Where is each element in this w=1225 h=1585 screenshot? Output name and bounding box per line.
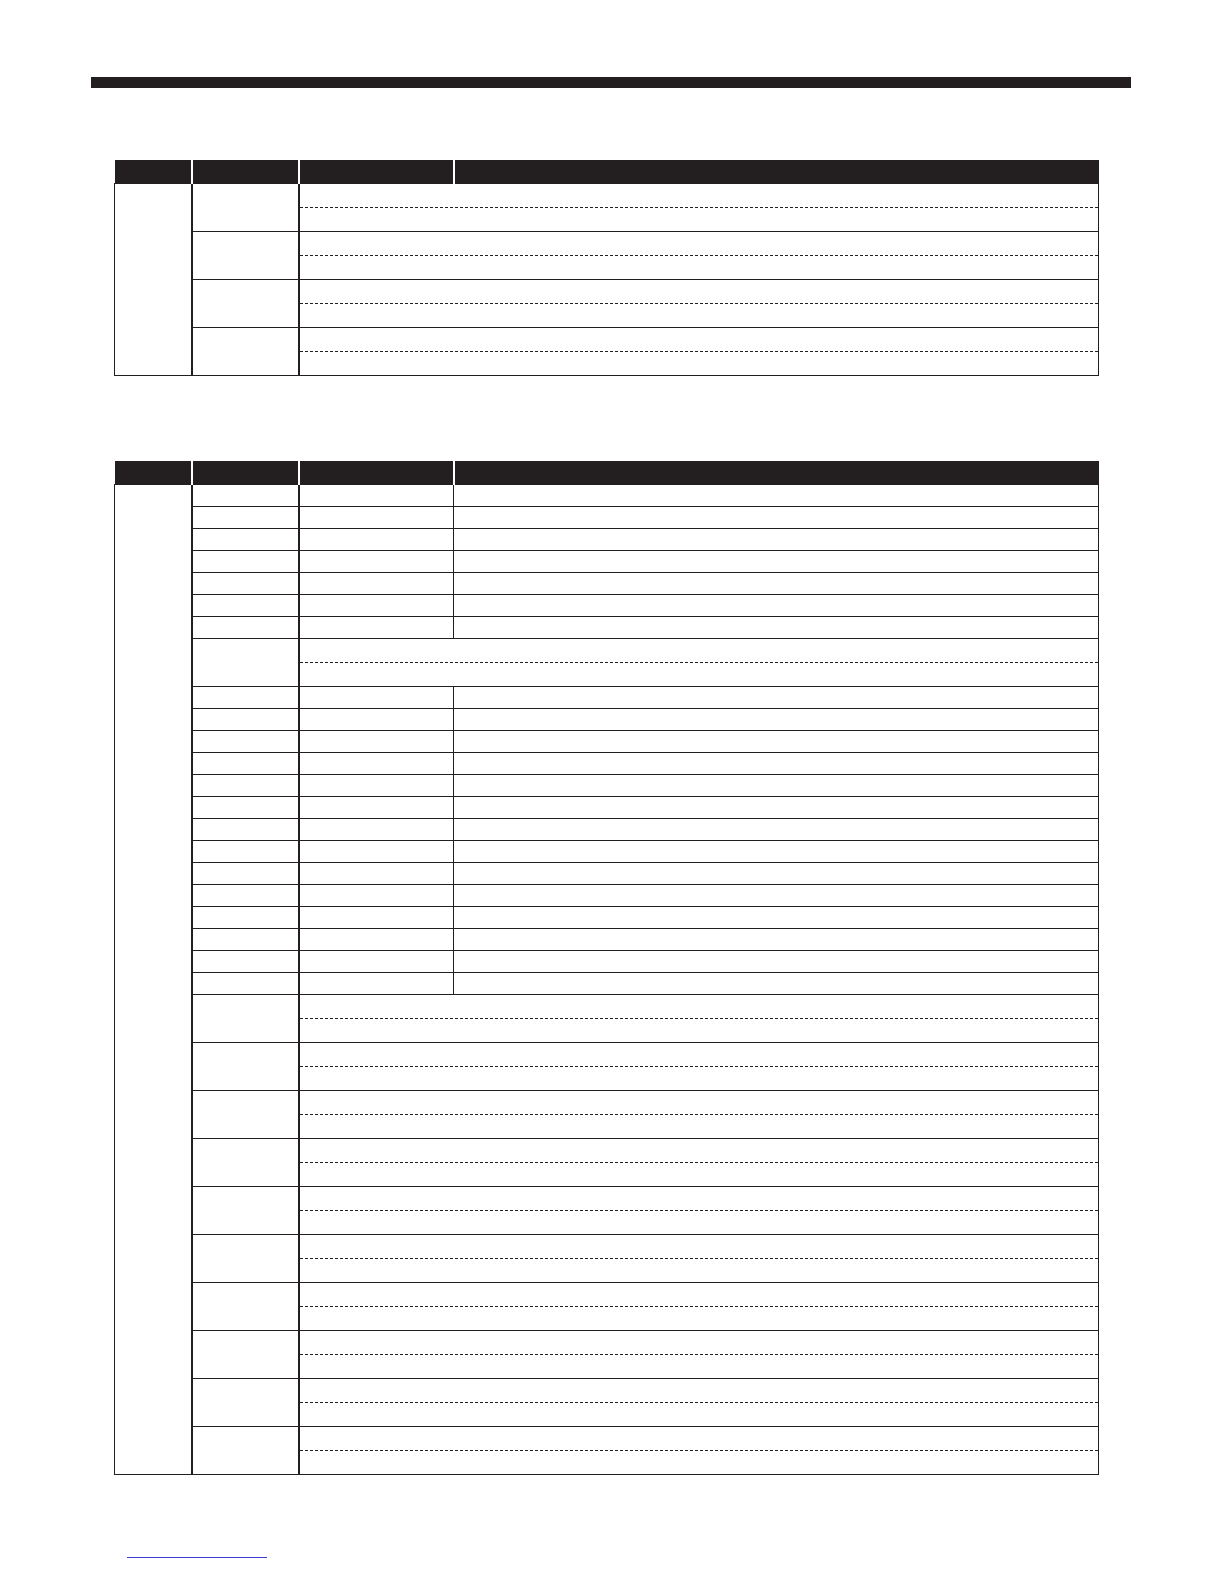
footer-link[interactable] [127,1557,267,1558]
key-cell [192,819,299,841]
description-cell [454,819,1099,841]
key-cell [192,639,299,687]
value-cell [299,507,454,529]
table-row [115,1427,1099,1475]
table-header-row [115,461,1099,485]
value-cell [299,973,454,995]
cell-line [300,1307,1099,1330]
value-cell [299,753,454,775]
table-row [115,507,1099,529]
table-row [115,639,1099,687]
key-cell [192,280,299,328]
description-cell [454,573,1099,595]
split-cell [299,1427,1099,1475]
table-row [115,1379,1099,1427]
cell-line [300,1019,1099,1042]
table-row [115,617,1099,639]
value-cell [299,529,454,551]
table-row [115,184,1099,232]
key-cell [192,1379,299,1427]
cell-line [300,1067,1099,1090]
table-row [115,485,1099,507]
description-cell [454,841,1099,863]
cell-line [300,1235,1099,1259]
table-row [115,819,1099,841]
key-cell [192,973,299,995]
table-row [115,1091,1099,1139]
key-cell [192,573,299,595]
value-cell [299,819,454,841]
split-cell [299,1187,1099,1235]
key-cell [192,328,299,376]
cell-line [300,1259,1099,1282]
key-cell [192,775,299,797]
split-cell [299,232,1099,280]
table-row [115,1139,1099,1187]
cell-line [300,995,1099,1019]
split-cell [299,639,1099,687]
description-cell [454,507,1099,529]
split-cell [299,1379,1099,1427]
cell-line [300,1403,1099,1426]
description-cell [454,797,1099,819]
key-cell [192,1139,299,1187]
column-header [115,461,192,485]
value-cell [299,907,454,929]
cell-line [300,1355,1099,1378]
description-cell [454,753,1099,775]
description-cell [454,595,1099,617]
key-cell [192,731,299,753]
key-cell [192,687,299,709]
split-cell [299,1283,1099,1331]
description-cell [454,973,1099,995]
key-cell [192,1091,299,1139]
key-cell [192,595,299,617]
cell-line [300,184,1099,208]
table-row [115,232,1099,280]
value-cell [299,863,454,885]
spec-table-2 [114,461,1099,1475]
key-cell [192,1235,299,1283]
cell-line [300,232,1099,256]
cell-line [300,304,1099,327]
table-header-row [115,160,1099,184]
column-header [192,461,299,485]
value-cell [299,617,454,639]
table-row [115,280,1099,328]
key-cell [192,232,299,280]
table-row [115,973,1099,995]
description-cell [454,863,1099,885]
description-cell [454,709,1099,731]
split-cell [299,1235,1099,1283]
spec-table-1 [114,160,1099,376]
key-cell [192,863,299,885]
table-row [115,1283,1099,1331]
column-header [115,160,192,184]
value-cell [299,687,454,709]
cell-line [300,663,1099,686]
cell-line [300,1115,1099,1138]
table-row [115,709,1099,731]
split-cell [299,280,1099,328]
split-cell [299,1139,1099,1187]
key-cell [192,929,299,951]
table-row [115,1187,1099,1235]
key-cell [192,507,299,529]
value-cell [299,951,454,973]
group-cell [115,485,192,1475]
column-header [299,160,454,184]
key-cell [192,885,299,907]
column-header [299,461,454,485]
description-cell [454,687,1099,709]
key-cell [192,1427,299,1475]
split-cell [299,184,1099,232]
cell-line [300,1283,1099,1307]
table-row [115,995,1099,1043]
key-cell [192,841,299,863]
key-cell [192,1283,299,1331]
key-cell [192,797,299,819]
description-cell [454,885,1099,907]
split-cell [299,995,1099,1043]
cell-line [300,1427,1099,1451]
cell-line [300,1043,1099,1067]
key-cell [192,995,299,1043]
cell-line [300,208,1099,231]
table-row [115,929,1099,951]
column-header [454,461,1099,485]
key-cell [192,551,299,573]
table-row [115,753,1099,775]
description-cell [454,775,1099,797]
column-header [454,160,1099,184]
key-cell [192,1331,299,1379]
cell-line [300,1187,1099,1211]
table-row [115,841,1099,863]
split-cell [299,328,1099,376]
table-row [115,328,1099,376]
table-row [115,775,1099,797]
table-row [115,951,1099,973]
table-row [115,1331,1099,1379]
table-row [115,1043,1099,1091]
split-cell [299,1091,1099,1139]
table-row [115,797,1099,819]
value-cell [299,709,454,731]
cell-line [300,1211,1099,1234]
key-cell [192,617,299,639]
key-cell [192,709,299,731]
cell-line [300,1091,1099,1115]
description-cell [454,551,1099,573]
key-cell [192,485,299,507]
table-row [115,863,1099,885]
value-cell [299,929,454,951]
description-cell [454,929,1099,951]
cell-line [300,256,1099,279]
column-header [192,160,299,184]
value-cell [299,797,454,819]
value-cell [299,595,454,617]
value-cell [299,551,454,573]
key-cell [192,529,299,551]
description-cell [454,617,1099,639]
key-cell [192,753,299,775]
key-cell [192,907,299,929]
value-cell [299,731,454,753]
key-cell [192,184,299,232]
header-rule [91,77,1131,88]
table-row [115,907,1099,929]
cell-line [300,1451,1099,1474]
table-row [115,687,1099,709]
split-cell [299,1331,1099,1379]
table-row [115,551,1099,573]
value-cell [299,775,454,797]
value-cell [299,885,454,907]
key-cell [192,1187,299,1235]
cell-line [300,1163,1099,1186]
table-row [115,529,1099,551]
key-cell [192,951,299,973]
cell-line [300,352,1099,375]
cell-line [300,1331,1099,1355]
table-row [115,595,1099,617]
value-cell [299,841,454,863]
key-cell [192,1043,299,1091]
cell-line [300,280,1099,304]
cell-line [300,639,1099,663]
split-cell [299,1043,1099,1091]
description-cell [454,529,1099,551]
cell-line [300,1139,1099,1163]
group-cell [115,184,192,376]
cell-line [300,1379,1099,1403]
value-cell [299,485,454,507]
description-cell [454,951,1099,973]
description-cell [454,485,1099,507]
value-cell [299,573,454,595]
table-row [115,885,1099,907]
description-cell [454,731,1099,753]
cell-line [300,328,1099,352]
table-row [115,1235,1099,1283]
table-row [115,731,1099,753]
description-cell [454,907,1099,929]
table-row [115,573,1099,595]
